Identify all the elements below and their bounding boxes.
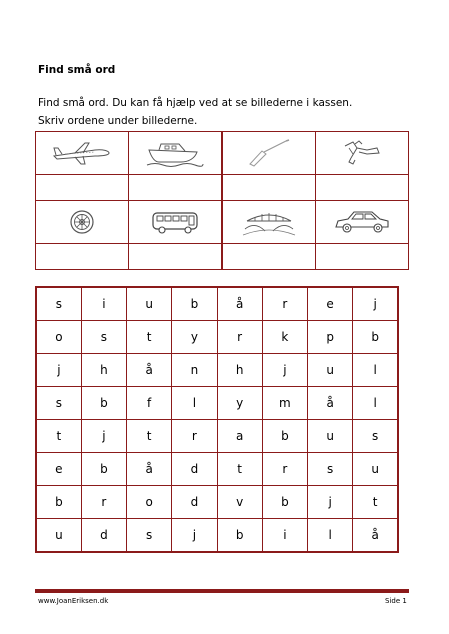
footer-page-number: Side 1 — [385, 597, 407, 605]
grid-letter-cell[interactable]: u — [127, 287, 172, 321]
picture-cell — [315, 201, 408, 244]
grid-row — [36, 354, 398, 387]
grid-letter-cell[interactable]: y — [172, 321, 217, 354]
grid-row — [36, 321, 398, 354]
grid-letter-cell[interactable]: h — [217, 354, 262, 387]
wheel-icon — [67, 207, 97, 237]
grid-letter-cell[interactable]: l — [353, 387, 398, 420]
car-icon — [332, 207, 392, 237]
picture-cell — [36, 201, 129, 244]
grid-letter-cell[interactable]: b — [81, 453, 126, 486]
grid-letter-cell[interactable]: r — [262, 453, 307, 486]
grid-letter-cell[interactable]: b — [172, 287, 217, 321]
boat-icon — [145, 138, 205, 168]
screwdriver-icon — [244, 138, 294, 168]
grid-letter-cell[interactable]: u — [36, 519, 81, 553]
grid-letter-cell[interactable]: i — [81, 287, 126, 321]
picture-cell — [222, 201, 315, 244]
grid-letter-cell[interactable]: t — [127, 321, 172, 354]
grid-letter-cell[interactable]: o — [36, 321, 81, 354]
grid-letter-cell[interactable]: b — [262, 486, 307, 519]
grid-letter-cell[interactable]: s — [353, 420, 398, 453]
picture-table — [35, 131, 409, 270]
grid-letter-cell[interactable]: b — [36, 486, 81, 519]
grid-letter-cell[interactable]: å — [127, 354, 172, 387]
grid-letter-cell[interactable]: t — [36, 420, 81, 453]
grid-letter-cell[interactable]: t — [127, 420, 172, 453]
picture-cell — [129, 201, 222, 244]
grid-letter-cell[interactable]: å — [127, 453, 172, 486]
grid-row — [36, 519, 398, 553]
grid-letter-cell[interactable]: h — [81, 354, 126, 387]
answer-cell[interactable] — [36, 244, 129, 270]
grid-letter-cell[interactable]: t — [353, 486, 398, 519]
answer-cell[interactable] — [315, 244, 408, 270]
picture-cell — [315, 132, 408, 175]
grid-letter-cell[interactable]: s — [127, 519, 172, 553]
grid-row — [36, 420, 398, 453]
answer-cell[interactable] — [129, 175, 222, 201]
grid-letter-cell[interactable]: s — [308, 453, 353, 486]
grid-letter-cell[interactable]: b — [217, 519, 262, 553]
answer-cell[interactable] — [222, 175, 315, 201]
page-title: Find små ord — [38, 64, 116, 76]
grid-letter-cell[interactable]: i — [262, 519, 307, 553]
grid-letter-cell[interactable]: r — [81, 486, 126, 519]
grid-letter-cell[interactable]: b — [262, 420, 307, 453]
grid-letter-cell[interactable]: e — [308, 287, 353, 321]
grid-letter-cell[interactable]: u — [353, 453, 398, 486]
grid-letter-cell[interactable]: j — [81, 420, 126, 453]
grid-letter-cell[interactable]: a — [217, 420, 262, 453]
grid-letter-cell[interactable]: d — [172, 486, 217, 519]
grid-letter-cell[interactable]: f — [127, 387, 172, 420]
tap-icon — [337, 138, 387, 168]
grid-letter-cell[interactable]: r — [217, 321, 262, 354]
grid-letter-cell[interactable]: e — [36, 453, 81, 486]
grid-letter-cell[interactable]: j — [308, 486, 353, 519]
answer-cell[interactable] — [36, 175, 129, 201]
grid-letter-cell[interactable]: j — [262, 354, 307, 387]
grid-letter-cell[interactable]: r — [172, 420, 217, 453]
grid-letter-cell[interactable]: o — [127, 486, 172, 519]
grid-letter-cell[interactable]: s — [36, 387, 81, 420]
grid-letter-cell[interactable]: j — [353, 287, 398, 321]
grid-letter-cell[interactable]: j — [172, 519, 217, 553]
picture-cell — [222, 132, 315, 175]
grid-letter-cell[interactable]: å — [217, 287, 262, 321]
instruction-line-1: Find små ord. Du kan få hjælp ved at se billederne i kassen. — [38, 97, 353, 109]
grid-letter-cell[interactable]: j — [36, 354, 81, 387]
grid-letter-cell[interactable]: n — [172, 354, 217, 387]
grid-letter-cell[interactable]: d — [172, 453, 217, 486]
instruction-line-2: Skriv ordene under billederne. — [38, 115, 198, 127]
grid-letter-cell[interactable]: t — [217, 453, 262, 486]
grid-letter-cell[interactable]: å — [308, 387, 353, 420]
airplane-icon — [51, 140, 113, 166]
grid-letter-cell[interactable]: y — [217, 387, 262, 420]
grid-letter-cell[interactable]: l — [308, 519, 353, 553]
grid-letter-cell[interactable]: m — [262, 387, 307, 420]
grid-letter-cell[interactable]: p — [308, 321, 353, 354]
answer-cell[interactable] — [222, 244, 315, 270]
grid-letter-cell[interactable]: l — [172, 387, 217, 420]
picture-cell — [36, 132, 129, 175]
grid-letter-cell[interactable]: l — [353, 354, 398, 387]
grid-letter-cell[interactable]: u — [308, 354, 353, 387]
answer-cell[interactable] — [315, 175, 408, 201]
grid-row — [36, 486, 398, 519]
picture-cell — [129, 132, 222, 175]
grid-letter-cell[interactable]: s — [81, 321, 126, 354]
grid-letter-cell[interactable]: b — [353, 321, 398, 354]
grid-row — [36, 453, 398, 486]
grid-letter-cell[interactable]: v — [217, 486, 262, 519]
footer-divider — [35, 589, 409, 593]
grid-letter-cell[interactable]: b — [81, 387, 126, 420]
grid-letter-cell[interactable]: s — [36, 287, 81, 321]
grid-letter-cell[interactable]: u — [308, 420, 353, 453]
grid-row — [36, 287, 398, 321]
bus-icon — [150, 208, 200, 236]
grid-letter-cell[interactable]: d — [81, 519, 126, 553]
answer-cell[interactable] — [129, 244, 222, 270]
footer-website: www.JoanEriksen.dk — [38, 597, 109, 605]
bridge-icon — [241, 207, 297, 237]
grid-row — [36, 387, 398, 420]
grid-letter-cell[interactable]: k — [262, 321, 307, 354]
grid-letter-cell[interactable]: r — [262, 287, 307, 321]
grid-letter-cell[interactable]: å — [353, 519, 398, 553]
letter-grid — [35, 286, 399, 553]
